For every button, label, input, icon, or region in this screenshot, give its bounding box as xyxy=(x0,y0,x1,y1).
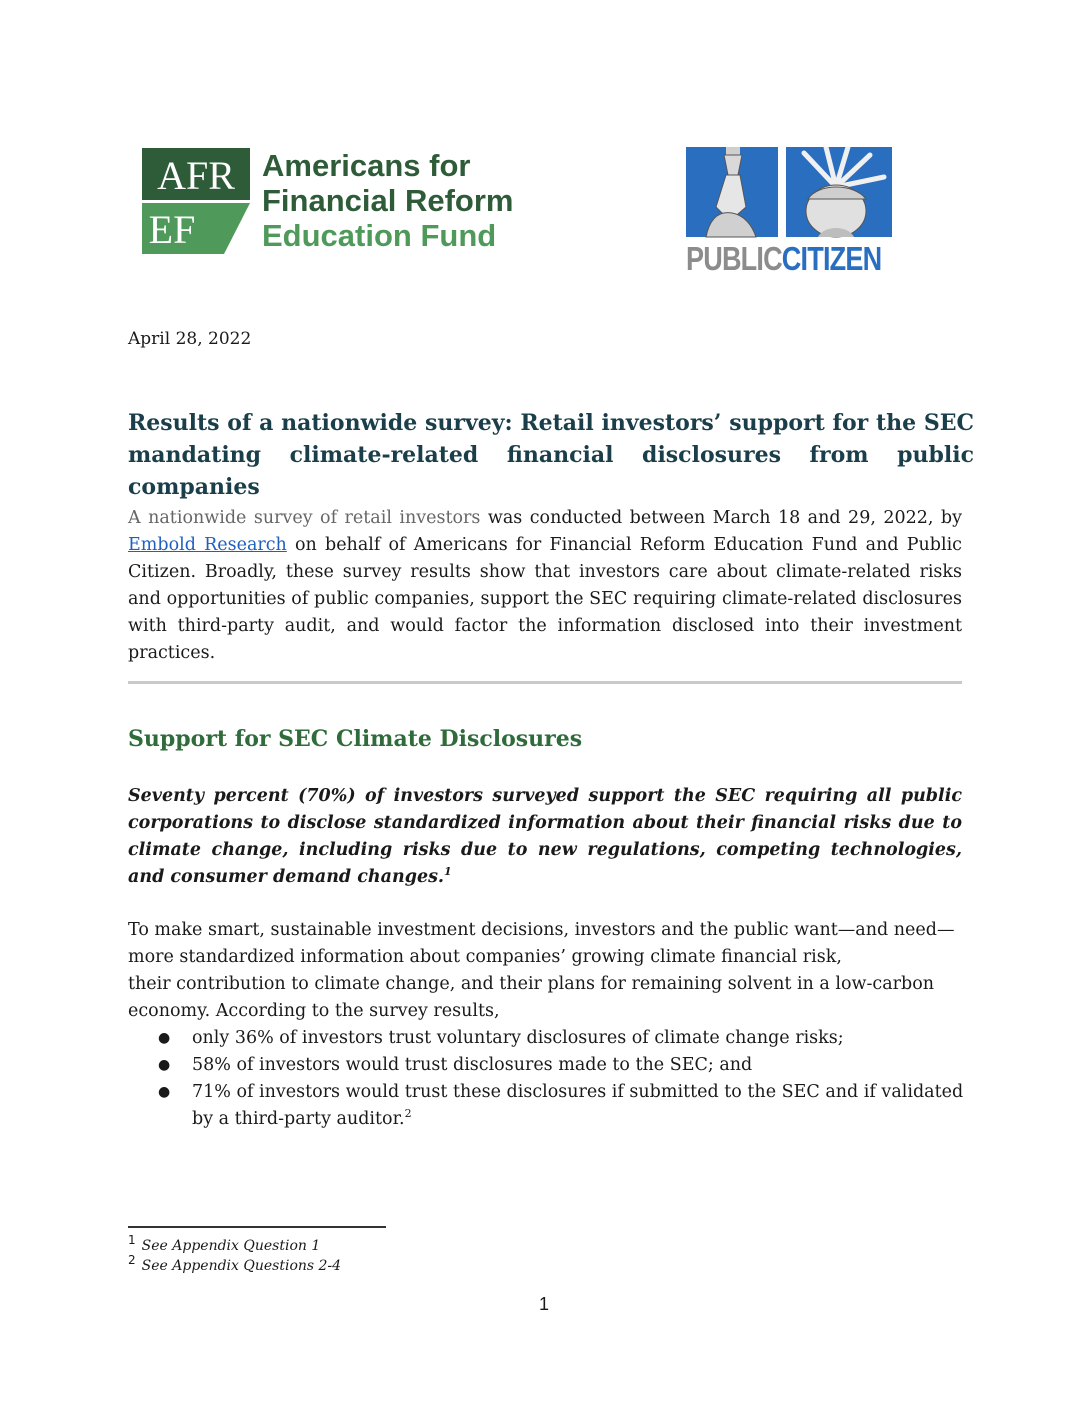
bullet-icon: ● xyxy=(158,1084,171,1100)
section-heading: Support for SEC Climate Disclosures xyxy=(128,726,583,752)
footnote-1 xyxy=(128,1233,341,1256)
footnote-ref-1[interactable]: 1 xyxy=(444,865,452,879)
intro-part-2: on behalf of Americans for Financial Reform Education Fund and Public Citizen. Broadly, these survey results show that investors care about climate-related risks and opportunities of public companies, support the SEC requiring climate-related disclosures with third-party audit, and would factor the information disclosed into their investment practices. xyxy=(128,535,962,663)
body-paragraph xyxy=(128,917,962,1025)
body-line-3: their contribution to climate change, and their plans for remaining solvent in a low-carbon xyxy=(128,974,934,994)
footnotes xyxy=(128,1233,342,1276)
public-word: PUBLIC xyxy=(686,240,782,277)
page-number: 1 xyxy=(538,1294,549,1314)
key-finding-paragraph xyxy=(128,783,962,891)
footnote-number: 1 xyxy=(128,1233,136,1248)
afr-mark-bottom-text: EF xyxy=(148,207,196,252)
embold-research-link[interactable]: Embold Research xyxy=(128,535,287,555)
intro-lead: A nationwide survey of retail investors xyxy=(128,508,481,528)
footnote-text: See Appendix Questions 2-4 xyxy=(141,1258,342,1274)
footnote-number: 2 xyxy=(128,1253,136,1268)
list-item xyxy=(158,1079,964,1133)
bullet-icon: ● xyxy=(158,1030,171,1046)
body-line-2: more standardized information about companies’ growing climate financial risk, xyxy=(128,947,842,967)
title-line-2: mandating climate-related financial disclosures from public companies xyxy=(128,442,974,500)
afr-ef-mark xyxy=(142,148,250,254)
public-citizen-wordmark xyxy=(686,239,882,279)
horizontal-divider xyxy=(128,681,962,684)
document-title xyxy=(128,407,974,503)
footnote-divider xyxy=(128,1226,386,1228)
afr-ef-logo xyxy=(142,148,542,254)
afr-wordmark xyxy=(262,148,552,253)
afr-line-3: Education Fund xyxy=(262,218,497,253)
body-line-4: economy. According to the survey results, xyxy=(128,1001,500,1021)
title-line-1: Results of a nationwide survey: Retail investors’ support for the SEC xyxy=(128,410,974,436)
survey-results-list xyxy=(158,1025,964,1133)
intro-part-1: was conducted between March 18 and 29, 2022, by xyxy=(480,508,963,528)
body-line-1: To make smart, sustainable investment decisions, investors and the public want—and need— xyxy=(128,920,955,940)
footnote-2 xyxy=(128,1253,342,1276)
document-date: April 28, 2022 xyxy=(128,329,252,349)
intro-paragraph xyxy=(128,505,962,667)
list-item-text: 58% of investors would trust disclosures made to the SEC; and xyxy=(192,1055,753,1075)
bullet-icon: ● xyxy=(158,1057,171,1073)
public-citizen-logo xyxy=(686,125,892,280)
citizen-word: CITIZEN xyxy=(781,240,882,277)
footnote-text: See Appendix Question 1 xyxy=(141,1238,321,1254)
afr-line-2: Financial Reform xyxy=(262,183,514,218)
list-item xyxy=(158,1025,964,1052)
afr-line-1: Americans for xyxy=(262,148,471,183)
list-item-text: 71% of investors would trust these disclosures if submitted to the SEC and if validated by a third-party auditor. xyxy=(192,1082,964,1129)
afr-mark-top-text: AFR xyxy=(157,153,235,198)
footnote-ref-2[interactable]: 2 xyxy=(404,1107,412,1121)
list-item-text: only 36% of investors trust voluntary disclosures of climate change risks; xyxy=(192,1028,844,1048)
key-finding-text: Seventy percent (70%) of investors surveyed support the SEC requiring all public corporations to disclose standardized information about their financial risks due to climate change, including risks due to new regulations, competing technologies, and consumer demand changes. xyxy=(128,786,962,887)
list-item xyxy=(158,1052,964,1079)
